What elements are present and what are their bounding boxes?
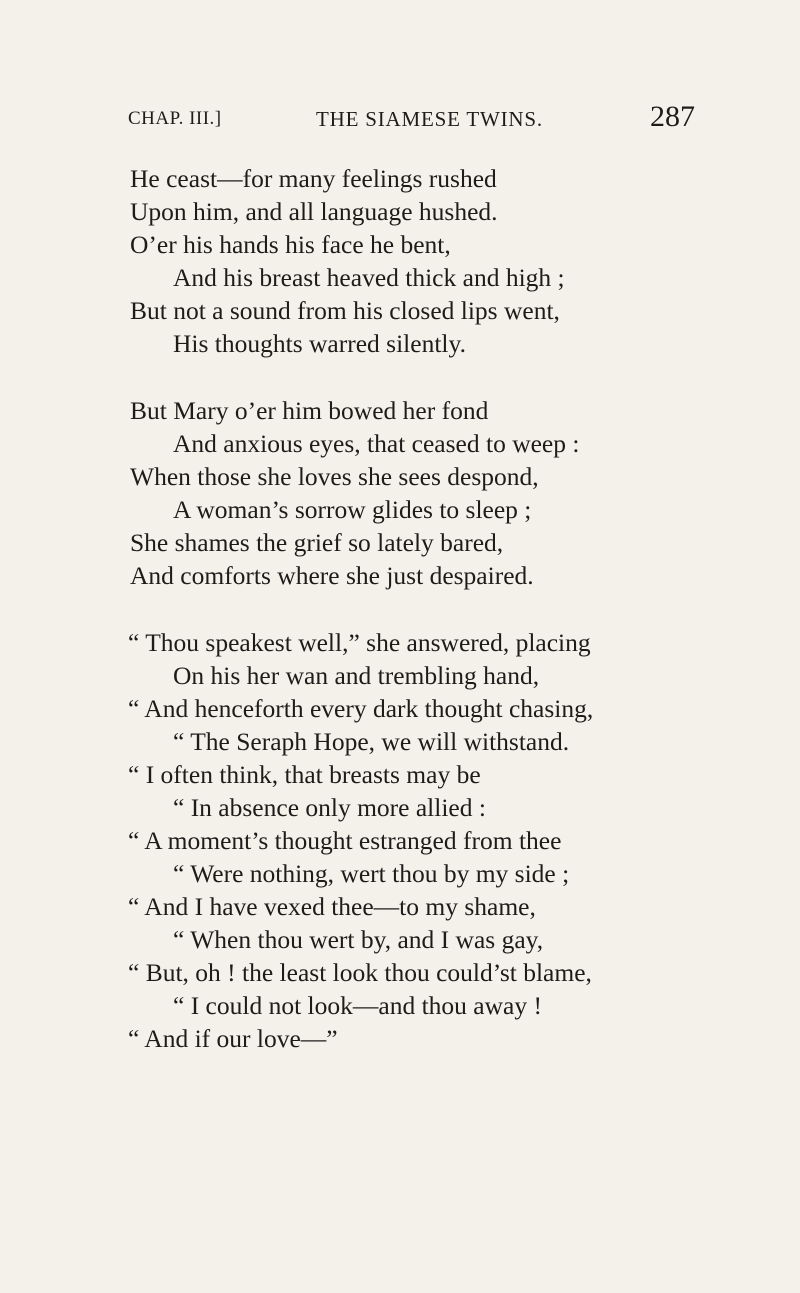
chapter-label: CHAP. III.] — [128, 108, 222, 129]
poem-line: He ceast—for many feelings rushed — [130, 164, 497, 193]
poem-line: She shames the grief so lately bared, — [130, 528, 504, 557]
poem-line: “ And if our love—” — [128, 1024, 338, 1053]
poem-line: “ Were nothing, wert thou by my side ; — [173, 859, 570, 888]
running-header — [0, 98, 800, 134]
poem-line: But Mary o’er him bowed her fond — [130, 396, 489, 425]
poem-line: On his her wan and trembling hand, — [173, 661, 540, 690]
poem-line: “ I often think, that breasts may be — [128, 760, 481, 789]
poem-line: But not a sound from his closed lips went, — [130, 296, 560, 325]
running-title: THE SIAMESE TWINS. — [316, 107, 543, 131]
poem-line: His thoughts warred silently. — [173, 329, 466, 358]
poem-line: “ I could not look—and thou away ! — [173, 991, 542, 1020]
poem-line: “ A moment’s thought estranged from thee — [128, 826, 562, 855]
poem-line: And anxious eyes, that ceased to weep : — [173, 429, 580, 458]
poem-line: “ In absence only more allied : — [173, 793, 486, 822]
poem-line: And his breast heaved thick and high ; — [173, 263, 565, 292]
poem-line: “ The Seraph Hope, we will withstand. — [173, 727, 570, 756]
poem-line: “ When thou wert by, and I was gay, — [173, 925, 544, 954]
poem-line: A woman’s sorrow glides to sleep ; — [173, 495, 532, 524]
page-number: 287 — [650, 100, 695, 133]
poem-line: And comforts where she just despaired. — [130, 561, 534, 590]
poem-line: O’er his hands his face he bent, — [130, 230, 451, 259]
poem-line: “ And I have vexed thee—to my shame, — [128, 892, 536, 921]
poem-line: “ And henceforth every dark thought chasing, — [128, 694, 594, 723]
poem-line: “ Thou speakest well,” she answered, placing — [128, 628, 591, 657]
poem-line: When those she loves she sees despond, — [130, 462, 539, 491]
poem-line: “ But, oh ! the least look thou could’st blame, — [128, 958, 592, 987]
poem-line: Upon him, and all language hushed. — [130, 197, 498, 226]
